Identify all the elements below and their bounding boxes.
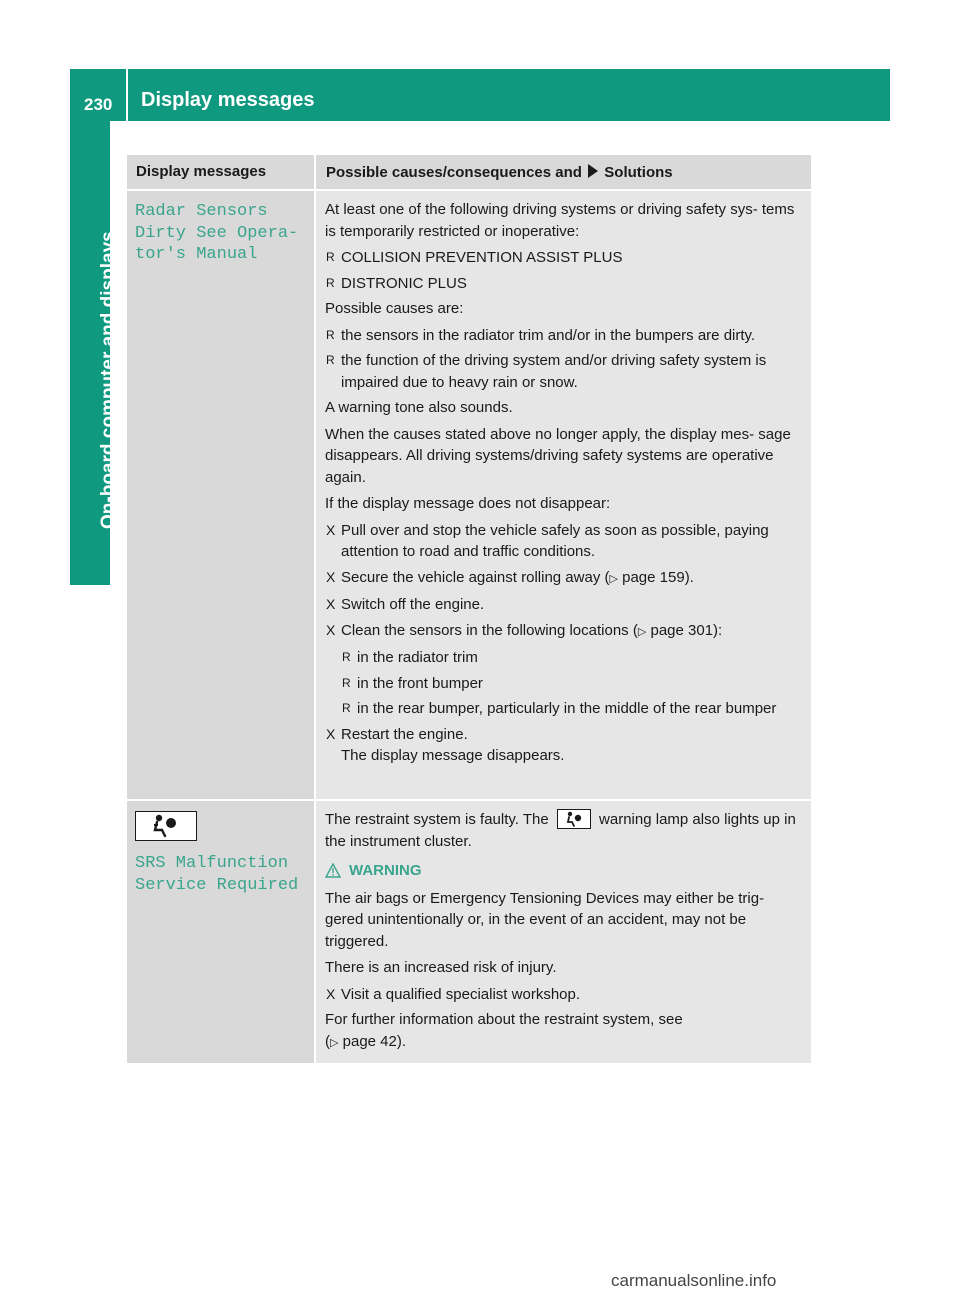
airbag-warning-icon	[135, 811, 197, 841]
paragraph: There is an increased risk of injury.	[325, 959, 557, 976]
action-step: X Pull over and stop the vehicle safely as soon as possible, paying attention to road and traffic conditions.	[325, 520, 803, 563]
paren-open: (	[325, 1032, 330, 1050]
paragraph: If the display message does not disappear:	[325, 495, 611, 512]
paragraph-text: The restraint system is faulty. The	[325, 811, 549, 828]
paragraph: When the causes stated above no longer apply, the display mes- sage disappears. All driving systems/driving safety systems are operative again.	[325, 425, 791, 486]
message-cell	[127, 191, 314, 799]
display-message-line: tor's Manual	[135, 245, 258, 264]
paragraph-text: warning lamp also lights up in the instrument cluster.	[325, 811, 796, 850]
action-text: Clean the sensors in the following locations (	[341, 621, 638, 639]
display-message-line: Radar Sensors	[135, 202, 268, 221]
action-step: X Visit a qualified specialist workshop.	[325, 984, 803, 1006]
bullet-item: R COLLISION PREVENTION ASSIST PLUS	[325, 247, 803, 269]
page-reference-link[interactable]: page 42).	[342, 1032, 407, 1050]
page-ref-arrow-icon: ▷	[637, 625, 647, 638]
warning-triangle-icon	[325, 863, 341, 878]
bullet-item: R the function of the driving system and/or driving safety system is impaired due to heavy rain or snow.	[325, 350, 803, 393]
airbag-warning-lamp-icon	[557, 809, 591, 829]
action-step: X Restart the engine.	[325, 724, 803, 746]
paragraph	[325, 809, 803, 852]
paragraph: Possible causes are:	[325, 300, 464, 317]
page-reference-link[interactable]: page 301):	[650, 621, 723, 639]
column-header-display-messages: Display messages	[136, 163, 267, 180]
display-message-line: Service Required	[135, 875, 299, 895]
sub-bullet-item: R in the rear bumper, particularly in the middle of the rear bumper	[341, 698, 803, 720]
action-step: X Switch off the engine.	[325, 594, 803, 616]
header-bar	[70, 69, 890, 121]
page-number: 230	[84, 95, 113, 114]
display-message-line: Dirty See Opera‐	[135, 223, 299, 243]
sub-bullet-item: R in the radiator trim	[341, 647, 803, 669]
table-header	[127, 155, 811, 191]
page-ref-arrow-icon: ▷	[609, 572, 618, 585]
side-tab-label: On-board computer and displays	[98, 231, 119, 529]
table-row	[127, 801, 811, 1065]
paragraph: A warning tone also sounds.	[325, 399, 513, 416]
column-header-solutions-text: Solutions	[604, 164, 673, 181]
message-cell	[127, 801, 314, 1063]
page-ref-arrow-icon: ▷	[330, 1036, 339, 1049]
paragraph: At least one of the following driving systems or driving safety sys- tems is temporarily restricted or inoperative:	[325, 201, 795, 240]
display-messages-table	[127, 155, 811, 1065]
warning-heading	[325, 860, 803, 882]
table-row	[127, 191, 811, 801]
page-reference-link[interactable]: page 159).	[622, 568, 694, 586]
column-header-causes-solutions	[314, 155, 811, 189]
bullet-item: R the sensors in the radiator trim and/or in the bumpers are dirty.	[325, 325, 803, 347]
paragraph: The air bags or Emergency Tensioning Devices may either be trig- gered unintentionally or, in the event of an accident, may not be triggered.	[325, 889, 765, 950]
page-number-box	[70, 69, 128, 121]
warning-label: WARNING	[349, 862, 422, 879]
action-result: The display message disappears.	[341, 747, 565, 764]
action-step	[325, 620, 803, 644]
sub-bullet-item: R in the front bumper	[341, 673, 803, 695]
page-title: Display messages	[141, 89, 315, 111]
arrow-right-icon	[588, 164, 598, 178]
solution-cell	[314, 801, 811, 1063]
action-step	[325, 567, 803, 591]
display-message-line: SRS Malfunction	[135, 854, 289, 873]
paragraph	[325, 1031, 803, 1055]
paragraph: For further information about the restraint system, see	[325, 1011, 683, 1028]
action-text: Secure the vehicle against rolling away (	[341, 568, 610, 586]
bullet-item: R DISTRONIC PLUS	[325, 273, 803, 295]
solution-cell	[314, 191, 811, 799]
column-header-causes-text: Possible causes/consequences and	[326, 164, 582, 181]
watermark: carmanualsonline.info	[611, 1271, 777, 1290]
